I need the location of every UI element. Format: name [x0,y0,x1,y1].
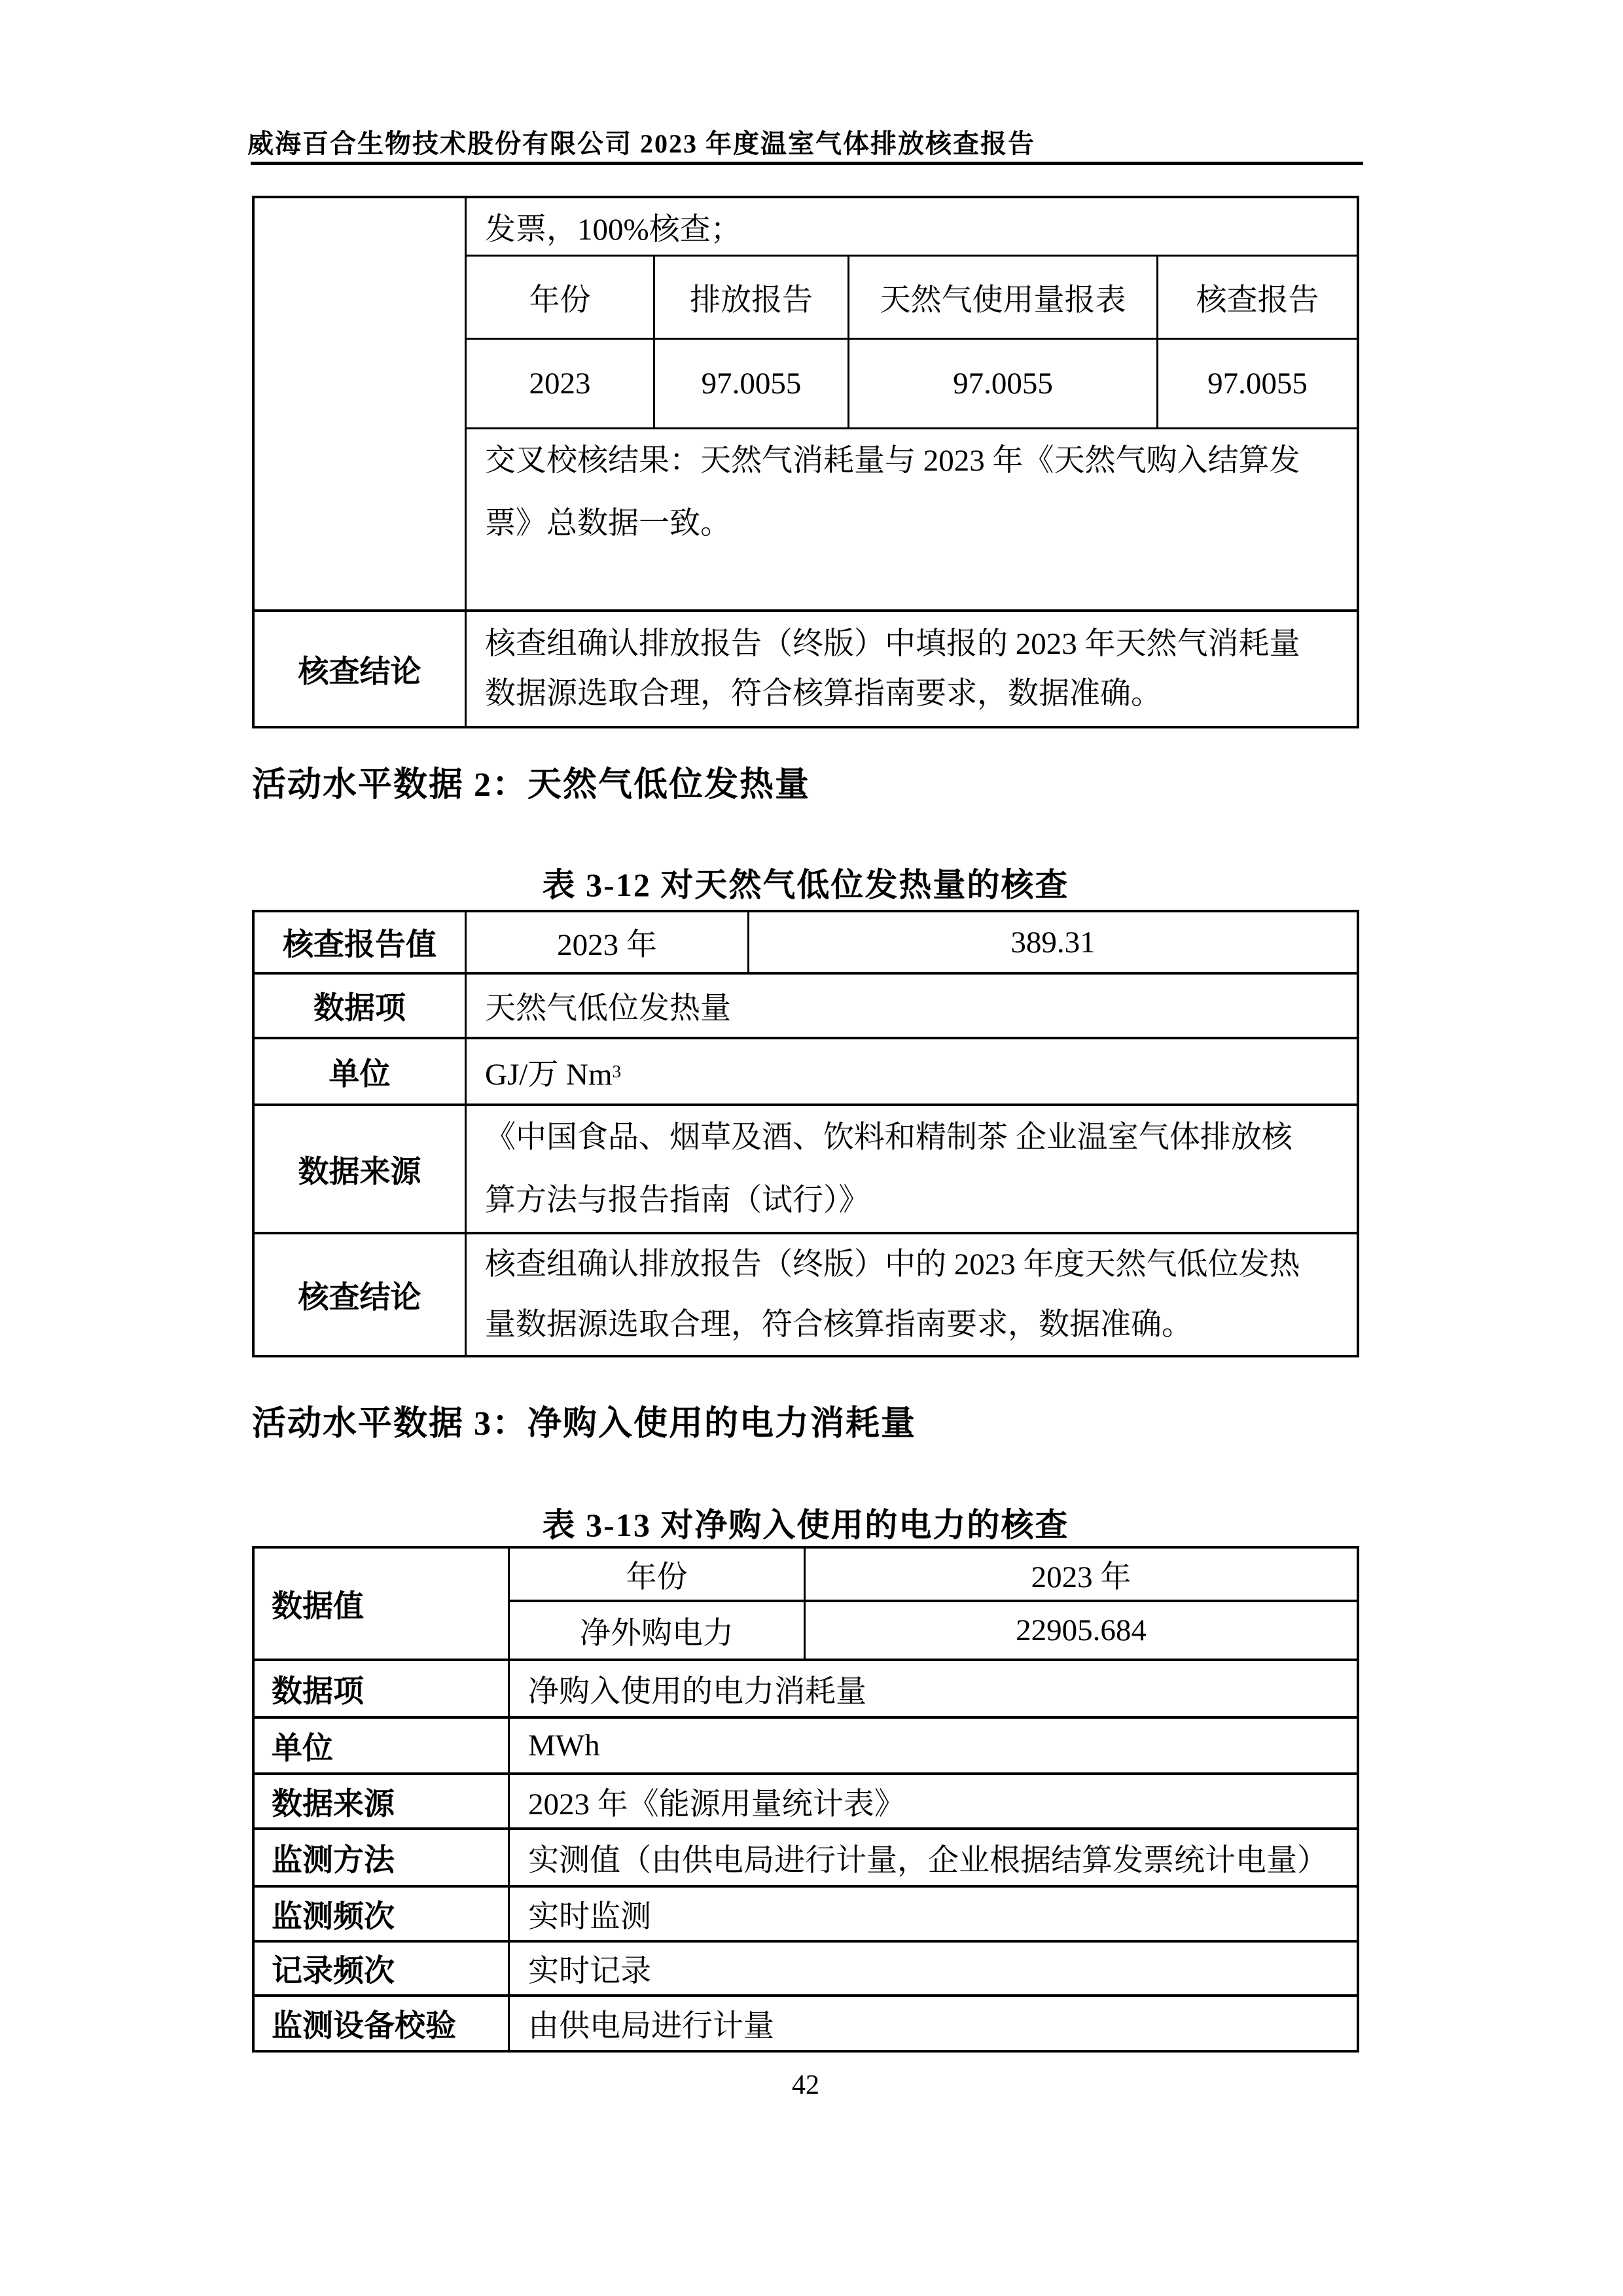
verification-conclusion-text [467,1234,1357,1355]
table-row-monitoring-method [255,1830,1357,1888]
row-label-data-item: 数据项 [255,975,467,1037]
cross-check-result-line2: 票》总数据一致。 [485,507,731,541]
header-rule [251,162,1363,165]
table-row-device-calibration [255,1997,1357,2050]
report-value-number: 389.31 [1010,925,1096,960]
row-label-report-value: 核查报告值 [255,912,467,972]
table-row-recording-frequency [255,1943,1357,1997]
subrow-net-purchased-power [510,1602,1357,1659]
row-label-monitoring-frequency: 监测频次 [255,1888,510,1940]
monitoring-method-text: 实测值（由供电局进行计量，企业根据结算发票统计电量） [528,1843,1328,1878]
verification-conclusion-text [467,612,1357,726]
data-value-subtable [510,1549,1357,1659]
table-row-data-source [255,1106,1357,1234]
table-3-13-title: 表 3-13 对净购入使用的电力的核查 [542,1507,1069,1543]
cross-check-table [467,255,1357,429]
row-label-data-source: 数据来源 [255,1106,467,1232]
unit-exponent: 3 [612,1061,622,1081]
device-calibration-text: 由供电局进行计量 [528,2009,774,2043]
value-year: 2023 [467,340,655,427]
table-row-data-item [255,975,1357,1039]
row-label-data-value: 数据值 [255,1549,510,1659]
table-row-report-value [255,912,1357,975]
unit-text: MWh [528,1729,600,1763]
cross-check-header-row [467,257,1357,340]
data-source-text [467,1106,1357,1232]
data-source-text: 2023 年《能源用量统计表》 [528,1787,905,1821]
table-row-conclusion [255,1234,1357,1355]
unit-base: GJ/万 Nm [485,1057,613,1092]
col-header-emission-report: 排放报告 [655,257,849,338]
section-heading-activity-data-3: 活动水平数据 3：净购入使用的电力消耗量 [252,1405,917,1443]
conclusion-line2: 数据源选取合理，符合核算指南要求，数据准确。 [485,677,1162,711]
value-gas-usage-report: 97.0055 [849,340,1158,427]
row-label-data-item: 数据项 [255,1661,510,1716]
report-value-year: 2023 年 [467,912,749,972]
col-header-gas-usage-report: 天然气使用量报表 [849,257,1158,338]
col-header-year: 年份 [467,257,655,338]
cross-check-value-row [467,340,1357,427]
data-item-text: 天然气低位发热量 [485,992,731,1026]
table-row-data-source [255,1775,1357,1830]
row-label-monitoring-method: 监测方法 [255,1830,510,1885]
row-label-verification-conclusion: 核查结论 [255,1234,467,1355]
row-label-recording-frequency: 记录频次 [255,1943,510,1994]
page-number: 42 [792,2070,819,2100]
table-row-monitoring-frequency [255,1888,1357,1943]
table-row-unit [255,1719,1357,1775]
section-heading-activity-data-2: 活动水平数据 2：天然气低位发热量 [252,766,811,804]
data-source-line1: 《中国食品、烟草及酒、饮料和精制茶 企业温室气体排放核 [485,1121,1293,1155]
row-label-unit: 单位 [255,1719,510,1772]
recording-frequency-text: 实时记录 [528,1954,651,1988]
invoice-note-text: 发票，100%核查； [485,212,741,247]
table-row-data-value [255,1549,1357,1661]
row-label-verification-conclusion: 核查结论 [255,612,467,726]
year-value: 2023 年 [1031,1560,1132,1594]
table-row-unit [255,1039,1357,1106]
cross-check-result-paragraph [467,429,1357,609]
subrow-year [510,1549,1357,1602]
row-label-data-source: 数据来源 [255,1775,510,1827]
conclusion-line1: 核查组确认排放报告（终版）中填报的 2023 年天然气消耗量 [485,627,1300,661]
table-3-12-title: 表 3-12 对天然气低位发热量的核查 [542,867,1069,903]
table-cell-empty-label [255,198,467,609]
year-label: 年份 [510,1549,806,1600]
conclusion-line2: 量数据源选取合理，符合核算指南要求，数据准确。 [485,1308,1192,1342]
table-row [255,198,1357,609]
table-3-12-calorific-value [252,910,1359,1357]
document-header-title: 威海百合生物技术股份有限公司 2023 年度温室气体排放核查报告 [247,129,1035,158]
data-source-line2: 算方法与报告指南（试行）》 [485,1183,870,1217]
conclusion-line1: 核查组确认排放报告（终版）中的 2023 年度天然气低位发热 [485,1247,1300,1282]
table-row-conclusion [255,609,1357,726]
col-header-verification-report: 核查报告 [1196,283,1319,317]
table-cell-content [467,198,1357,609]
data-item-text: 净购入使用的电力消耗量 [528,1674,866,1709]
value-emission-report: 97.0055 [655,340,849,427]
cross-check-result-line1: 交叉校核结果：天然气消耗量与 2023 年《天然气购入结算发 [485,444,1300,478]
net-purchased-power-label: 净外购电力 [510,1602,806,1659]
table-row-data-item [255,1661,1357,1719]
monitoring-frequency-text: 实时监测 [528,1899,651,1934]
table-3-13-purchased-electricity [252,1546,1359,2053]
value-verification-report: 97.0055 [1207,367,1308,401]
unit-text [467,1039,1357,1103]
table-gas-consumption-verification [252,196,1359,728]
row-label-unit: 单位 [255,1039,467,1103]
row-label-device-calibration: 监测设备校验 [255,1997,510,2050]
net-purchased-power-value: 22905.684 [1016,1613,1147,1647]
